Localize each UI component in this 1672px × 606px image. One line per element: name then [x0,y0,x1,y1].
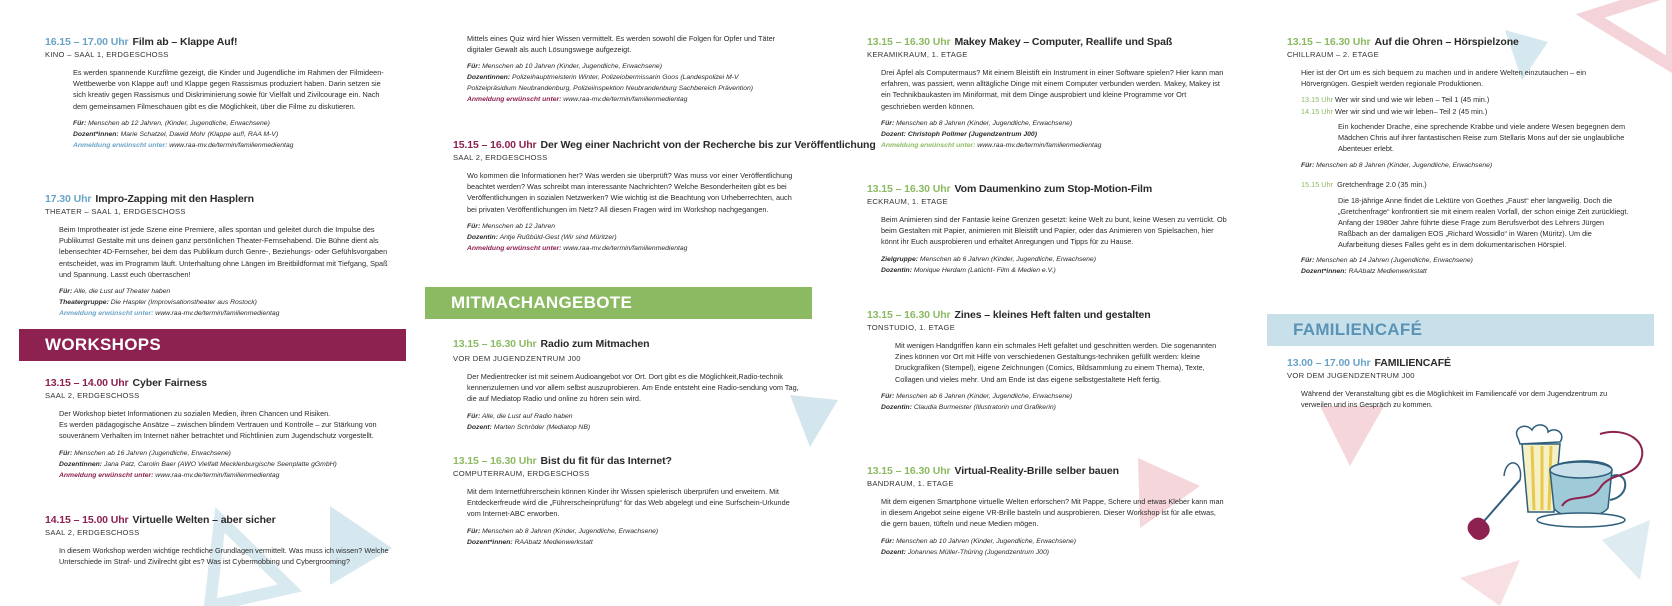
event-time: 13.15 – 16.30 Uhr [867,309,951,321]
event-film-ab [45,36,395,151]
event-fit-fuer-internet [453,455,803,548]
registration-link[interactable]: www.raa-mv.de/termin/familienmedientag [563,244,688,252]
band-workshops: WORKSHOPS [19,329,406,361]
event-familiencafe [1287,357,1632,410]
event-venue: BANDRAUM, 1. ETAGE [867,479,954,488]
event-venue: CHILLRAUM – 2. ETAGE [1287,50,1379,59]
event-venue: SAAL 2, ERDGESCHOSS [45,391,140,400]
event-title: Vom Daumenkino zum Stop-Motion-Film [954,183,1153,195]
event-description: Während der Veranstaltung gibt es die Möglichkeit im Familiencafé vor dem Jugendzentrum zu verweilen und ins Gespräch zu kommen. [1301,389,1608,410]
event-venue: KERAMIKRAUM, 1. ETAGE [867,50,968,59]
event-description: Beim Animieren sind der Fantasie keine Grenzen gesetzt: keine Welt zu bunt, keine Wesen zu verrückt. Ob beim Gestalten mit Papier, animieren mit Bleistift und Papier, oder das Animieren von Spielsachen, hier könnt ihr Euch ausprobieren und erhaltet Anregungen und Tipps für zu Hause. [881,215,1227,247]
band-familiencafe: FAMILIENCAFÉ [1267,314,1654,346]
event-description: Mittels eines Quiz wird hier Wissen vermittelt. Es werden sowohl die Folgen für Opfer und Täter digitaler Gewalt als auch Lösungswege aufgezeigt. [467,34,776,55]
event-venue: VOR DEM JUGENDZENTRUM J00 [1287,371,1415,380]
event-time: 16.15 – 17.00 Uhr [45,36,129,48]
slot-description: Die 18-jährige Anne findet die Lektüre von Goethes „Faust“ eher langweilig. Doch die „Gretchenfrage“ konfrontiert sie mit einem realen Vorfall, der schon einige Zeit zurückliegt. Anfang der 1980er Jahre führte diese Frage zum Berufsverbot des Lehrers Jürgen Raßbach an der damaligen EOS „Richard Wossidlo“ in Waren (Müritz). Um die Aufarbeitung dieses Falles geht es in dem dokumentarischen Hörspiel. [1338,195,1629,250]
event-zines [867,309,1227,413]
registration-label: Anmeldung erwünscht unter: [59,471,154,479]
event-venue: TONSTUDIO, 1. ETAGE [867,323,956,332]
event-title: Makey Makey – Computer, Reallife und Spaß [954,36,1173,48]
event-title: Zines – kleines Heft falten und gestalten [954,309,1151,321]
event-heading [45,377,405,389]
slot-description: Ein kochender Drache, eine sprechende Krabbe und viele andere Wesen begegnen dem Mädchen Chris auf ihrer fantastischen Reise zum Stellaris Mons auf der sie unglaubliche Abenteuer erlebt. [1338,121,1626,154]
slot-item: 13.15 Uhr Wer wir sind und wie wir leben – Teil 1 (45 min.) [1301,95,1490,105]
event-heading [45,193,395,205]
event-time: 13.15 – 16.30 Uhr [867,36,951,48]
registration-label: Anmeldung erwünscht unter: [881,141,976,149]
event-description: Mit dem eigenen Smartphone virtuelle Welten erforschen? Mit Pappe, Schere und etwas Kleber kann man in diesem Angebot seine eigene VR-Brille basteln und ausprobieren. Dieser Workshop ist für alle etwas, die gern bauen, tüfteln und neue Medien mögen. [881,497,1224,529]
event-time: 15.15 – 16.00 Uhr [453,139,537,151]
event-meta: Für: Menschen ab 8 Jahren (Kinder, Jugendliche, Erwachsene) Dozent: Christoph Pollmer (Jugendzentrum J00) Anmeldung erwünscht unter: www.raa-mv.de/termin/familienmedientag [881,119,1102,149]
registration-label: Anmeldung erwünscht unter: [467,244,562,252]
event-virtuelle-welten [45,514,405,567]
registration-link[interactable]: www.raa-mv.de/termin/familienmedientag [563,96,688,104]
event-meta: Für: Menschen ab 12 Jahren Dozentin: Antje Rußbüld-Gest (Wir sind Müritzer) Anmeldung erwünscht unter: www.raa-mv.de/termin/familienmedientag [467,222,688,252]
band-mitmachangebote: MITMACHANGEBOTE [425,287,812,319]
event-title: Virtuelle Welten – aber sicher [132,514,276,526]
registration-label: Anmeldung erwünscht unter: [73,141,168,149]
event-description: Es werden spannende Kurzfilme gezeigt, die Kinder und Jugendliche im Rahmen der Filmideen-Wettbewerbe von Klappe auf! und Klappe gegen Rassismus produziert haben. Darin setzen sie sich kreativ gegen Rassismus und Diskriminierung sowie für Vielfalt und Zivilcourage ein. Nach dem gemeinsamen Filmeschauen gibt es die Möglichkeit, über die Filme zu diskutieren. [73,68,384,111]
event-continuation [467,33,787,105]
registration-link[interactable]: www.raa-mv.de/termin/familienmedientag [155,471,280,479]
registration-link[interactable]: www.raa-mv.de/termin/familienmedientag [977,141,1102,149]
event-heading [1287,357,1632,369]
event-meta: Für: Menschen ab 12 Jahren, (Kinder, Jugendliche, Erwachsene) Dozent*innen: Marie Schatzel, Dawid Mohr (Klappe auf!, RAA M-V) Anmeldung erwünscht unter: www.raa-mv.de/termin/familienmedientag [73,119,294,149]
event-title: Radio zum Mitmachen [540,338,650,350]
event-heading [867,465,1227,477]
event-impro-zapping [45,193,395,319]
registration-label: Anmeldung erwünscht unter: [59,310,154,318]
event-description: Mit wenigen Handgriffen kann ein schmales Heft gefaltet und geschnitten werden. Die sogenannten Zines können vor Ort mit Hilfe von verschiedenen Gestaltungs-techniken gefüllt werden: kleine Druckgrafiken (Stempel), eigene Zeichnungen (Comics, Bildsammlung zu einem Thema), Texte, Collagen und vieles mehr. Und am Ende ist das eigene selbstgestaltete Heft fertig. [895,341,1217,384]
event-heading [45,514,405,526]
event-meta: Für: Menschen ab 10 Jahren (Kinder, Jugendliche, Erwachsene) Dozent: Johannes Müller-Thüring (Jugendzentrum J00) [881,537,1076,556]
event-heading [867,36,1227,48]
event-meta: Für: Menschen ab 16 Jahren (Jugendliche, Erwachsene) Dozentinnen: Jana Patz, Carolin Baer (AWO Vielfalt Mecklenburgische Seenplatte gGmbH) Anmeldung erwünscht unter: www.raa-mv.de/termin/familienmedientag [59,449,337,479]
event-time: 13.15 – 16.30 Uhr [453,338,537,350]
registration-link[interactable]: www.raa-mv.de/termin/familienmedientag [169,141,294,149]
registration-label: Anmeldung erwünscht unter: [467,96,562,104]
event-description: Hier ist der Ort um es sich bequem zu machen und in andere Welten einzutauchen – ein Hörvergnügen. Gespielt werden regionale Produktionen. [1301,68,1587,89]
event-title: Impro-Zapping mit den Hasplern [95,193,254,205]
triangle-pink-2 [1320,406,1384,466]
event-title: FAMILIENCAFÉ [1374,357,1451,369]
cafe-illustration [1450,420,1672,570]
registration-link[interactable]: www.raa-mv.de/termin/familienmedientag [155,310,280,318]
event-meta: Für: Menschen ab 6 Jahren (Kinder, Jugendliche, Erwachsene) Dozentin: Claudia Burmeister (Illustratorin und Grafikerin) [881,392,1073,411]
event-time: 14.15 – 15.00 Uhr [45,514,129,526]
event-venue: SAAL 2, ERDGESCHOSS [453,153,548,162]
event-description: In diesem Workshop werden wichtige rechtliche Grundlagen vermittelt. Was muss ich wissen? Welche Unterschiede im Straf- und Zivilrecht gibt es? Was ist Cybermobbing und Cybergrooming? [59,546,389,567]
event-makey-makey [867,36,1227,151]
event-heading [45,36,395,48]
event-meta: Für: Menschen ab 10 Jahren (Kinder, Jugendliche, Erwachsene) Dozentinnen: Polizeihauptmeisterin Winter, Polizeiobermissarin Goos (Landespolizei M-V Polizeipräsidium Neubrandenburg, Polizeiinspektion Neubrandenburg Sachbereich Prävention) Anmeldung erwünscht unter: www.raa-mv.de/termin/familienmedientag [467,63,754,104]
event-venue: KINO – SAAL 1, ERDGESCHOSS [45,50,169,59]
event-weg-einer-nachricht [453,139,876,254]
event-meta: Für: Menschen ab 14 Jahren (Jugendliche, Erwachsene) Dozent*innen: RAAbatz Medienwerkstatt [1301,256,1473,275]
event-venue: VOR DEM JUGENDZENTRUM J00 [453,354,581,363]
event-title: Bist du fit für das Internet? [540,455,672,467]
event-time: 13.15 – 16.30 Uhr [867,465,951,477]
event-heading [1287,36,1632,48]
event-vr-brille [867,465,1227,558]
event-description: Der Medientrecker ist mit seinem Audioangebot vor Ort. Dort gibt es die Möglichkeit,Radio-technik kennenzulernen und vor allem selbst auszuprobieren. Am Ende entsteht eine Radio-sendung vom Tag, die auf Mediatop Radio und online zu hören sein wird. [467,372,799,404]
event-description: Der Workshop bietet Informationen zu sozialen Medien, ihren Chancen und Risiken. Es werden pädagogische Ansätze – zwischen blindem Vertrauen und Kontrolle – zur Stärkung von souveränem Verhalten im Internet näher betrachtet und Richtlinien zum Jugendschutz vorgestellt. [59,409,377,441]
event-title: Der Weg einer Nachricht von der Recherche bis zur Veröffentlichung [540,139,876,151]
event-meta: Für: Alle, die Lust auf Theater haben Theatergruppe: Die Haspler (Improvisationstheater aus Rostock) Anmeldung erwünscht unter: www.raa-mv.de/termin/familienmedientag [59,288,280,318]
slot-item: 14.15 Uhr Wer wir sind und wie wir leben– Teil 2 (45 min.) [1301,106,1488,116]
event-time: 13.00 – 17.00 Uhr [1287,357,1371,369]
event-daumenkino [867,183,1227,276]
event-meta: Für: Menschen ab 8 Jahren (Kinder, Jugendliche, Erwachsene) Dozent*innen: RAAbatz Medienwerkstatt [467,527,659,546]
event-title: Cyber Fairness [132,377,208,389]
event-time: 13.15 – 16.30 Uhr [867,183,951,195]
event-time: 13.15 – 16.30 Uhr [453,455,537,467]
event-description: Mit dem Internetführerschein können Kinder ihr Wissen spielerisch überprüfen und erweitern. Mit Entdeckerfreude wird die „Führerscheinprüfung“ für das Web abgelegt und eine Surfschein-Urkunde vom Internet-ABC erworben. [467,487,790,519]
event-time: 17.30 Uhr [45,193,92,205]
event-heading [867,309,1227,321]
slot-list [1287,94,1632,116]
event-title: Film ab – Klappe Auf! [132,36,238,48]
event-heading [453,455,803,467]
event-hoerspielzone [1287,36,1632,277]
slot-item: 15.15 Uhr Gretchenfrage 2.0 (35 min.) [1301,180,1427,190]
event-description: Beim Improtheater ist jede Szene eine Premiere, alles spontan und geleitet durch die Impulse des Publikums! Gestalte mit uns deinen ganz persönlichen Theater-Fernsehabend. Die Bühne dient als lebensechter 4D-Fernseher, bei dem das Publikum durch Genre-, Beziehungs- oder Gefühlsvorgaben entscheidet, was im Programm läuft. Unterhaltung ohne Längen im Breitbildformat mit Tiefgang, Spaß und Spannung. Lasst euch überraschen! [59,225,388,279]
event-heading [867,183,1227,195]
event-description: Wo kommen die Informationen her? Was werden sie überprüft? Was muss vor einer Veröffentlichung beachtet werden? Was schreibt man interessante Nachrichten? Welche Besonderheiten gibt es bei Veröffentlichungen in sozialen Netzwerken? Wie wichtig ist die Beachtung von Urheberrechten, auch bei privaten Veröffentlichungen im Netz? All diesen Fragen wird im Workshop nachgegangen. [467,171,793,214]
event-title: Auf die Ohren – Hörspielzone [1374,36,1519,48]
event-venue: THEATER – SAAL 1, ERDGESCHOSS [45,207,186,216]
event-venue: SAAL 2, ERDGESCHOSS [45,528,140,537]
event-venue: ECKRAUM, 1. ETAGE [867,197,948,206]
event-cyber-fairness [45,377,405,481]
event-meta: Zielgruppe: Menschen ab 6 Jahren (Kinder, Jugendliche, Erwachsene) Dozentin: Monique Herdam (Latücht- Film & Medien e.V.) [881,255,1096,274]
event-radio [453,338,803,433]
event-time: 13.15 – 14.00 Uhr [45,377,129,389]
event-time: 13.15 – 16.30 Uhr [1287,36,1371,48]
event-title: Virtual-Reality-Brille selber bauen [954,465,1119,477]
event-description: Drei Äpfel als Computermaus? Mit einem Bleistift ein Instrument in einer Software spielen? Hier kann man erfahren, was passiert, wenn alltägliche Dinge mit einem Computer verbunden werden. Makey, Makey ist ein Technikbaukasten im Miniformat, mit dem Dinge ausprobiert und kleine Programme vor Ort geschrieben werden können. [881,68,1224,111]
event-meta: Für: Alle, die Lust auf Radio haben Dozent: Marten Schröder (Mediatop NB) [467,412,591,431]
event-heading [453,139,876,151]
event-meta: Für: Menschen ab 8 Jahren (Kinder, Jugendliche, Erwachsene) [1301,162,1493,170]
event-venue: COMPUTERRAUM, ERDGESCHOSS [453,469,590,478]
event-heading [453,338,803,350]
